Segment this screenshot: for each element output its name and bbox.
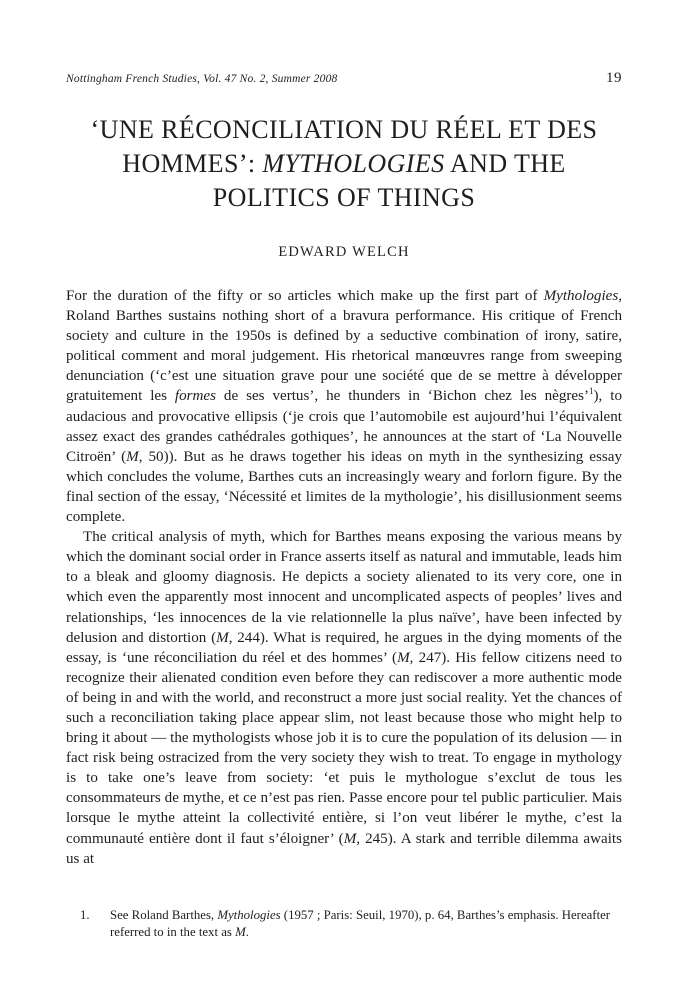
running-head <box>66 70 622 87</box>
article-title-line-1: ‘UNE RÉCONCILIATION DU RÉEL ET DES <box>90 115 598 144</box>
article-title-line-3: POLITICS OF THINGS <box>212 183 476 212</box>
article-title-line-2: HOMMES’: MYTHOLOGIES AND THE <box>122 149 566 178</box>
journal-reference: Nottingham French Studies, Vol. 47 No. 2, Summer 2008 <box>66 73 338 85</box>
article-body <box>66 286 622 869</box>
paragraph-1: For the duration of the fifty or so articles which make up the first part of Mythologies, Roland Barthes sustains nothing short of a bravura performance. His critique of French society and culture in the 1950s is defined by a seductive combination of irony, satire, political comment and moral judgement. His rhetorical manœuvres range from sweeping denunciation (‘c’est une situation grave pour une société que de se mettre à développer gratuitement les formes de ses vertus’, he thunders in ‘Bichon chez les nègres’$^1$), to audacious and provocative ellipsis (‘je crois que l’automobile est aujourd’hui l’équivalent assez exact des grandes cathédrales gothiques’, he announces at the start of ‘La Nouvelle Citroën’ (M, 50)). But as he draws together his ideas on myth in the synthesizing essay which concludes the volume, Barthes cuts an increasingly weary and forlorn figure. By the final section of the essay, ‘Nécessité et limites de la mythologie’, his disillusionment seems complete. <box>66 288 623 526</box>
footnote-text: See Roland Barthes, Mythologies (1957 ; Paris: Seuil, 1970), p. 64, Barthes’s emphasis. Hereafter referred to in the text as M. <box>110 907 611 939</box>
footnote-number: 1. <box>80 907 90 922</box>
page-number: 19 <box>606 70 622 86</box>
paragraph-2: The critical analysis of myth, which for Barthes means exposing the various means by which the dominant social order in France asserts itself as natural and immutable, leads him to a bleak and gloomy diagnosis. He depicts a society alienated to its very core, one in which even the apparently most innocent and uncomplicated aspects of peoples’ lives and relationships, ‘les innocences de la vie relationnelle la plus naïve’, have been infected by delusion and distortion (M, 244). What is required, he argues in the dying moments of the essay, is ‘une réconciliation du réel et des hommes’ (M, 247). His fellow citizens need to recognize their alienated condition even before they can rediscover a more authentic mode of being in and with the world, and reconstruct a more just social reality. Yet the chances of such a reconciliation taking place appear slim, not least because those who might help to bring it about — the mythologists whose job it is to cure the population of its delusion — in fact risk being ostracized from the very society they wish to treat. To engage in mythology is to take one’s leave from society: ‘et puis le mythologue s’exclut de tous les consommateurs de mythe, et ce n’est pas rien. Passe encore pour tel public particulier. Mais lorsque le mythe atteint la collectivité entière, si l’on veut libérer le mythe, c’est la communauté entière dont il faut s’éloigner’ (M, 245). A stark and terrible dilemma awaits us at <box>66 529 623 867</box>
footnote <box>66 907 622 941</box>
article-author: EDWARD WELCH <box>278 244 410 260</box>
article-title <box>66 113 622 215</box>
